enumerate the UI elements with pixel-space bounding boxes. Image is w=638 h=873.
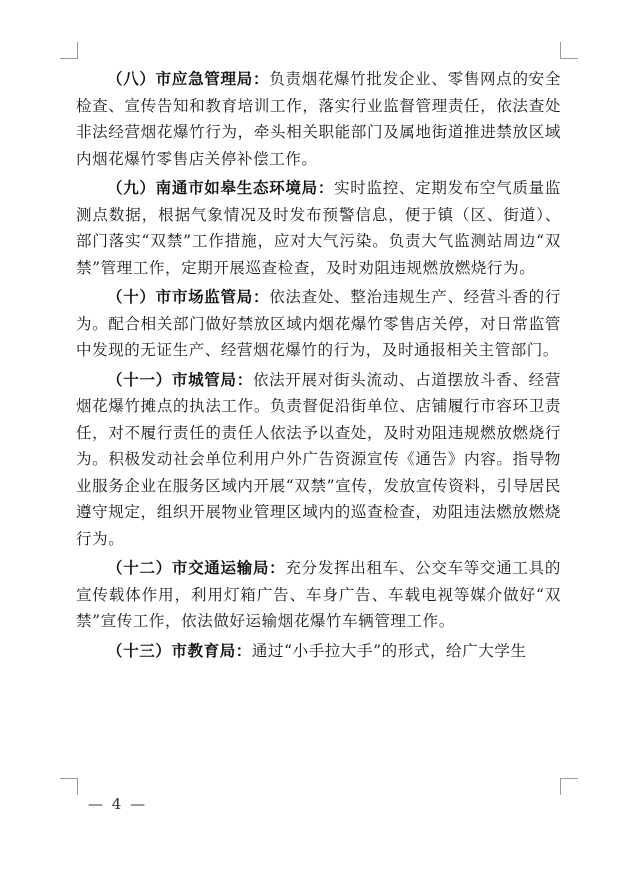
crop-mark-top-left-vertical xyxy=(77,42,78,59)
document-body xyxy=(76,66,561,667)
paragraph-transportation xyxy=(76,555,561,635)
paragraph-education xyxy=(76,638,561,665)
paragraph-heading: （九）南通市如皋生态环境局： xyxy=(107,179,335,197)
paragraph-ecology-environment xyxy=(76,175,561,281)
crop-mark-top-right-horizontal xyxy=(560,58,578,59)
page-number: — 4 — xyxy=(88,795,148,813)
paragraph-heading: （十一）市城管局： xyxy=(107,370,253,389)
crop-mark-bottom-left-horizontal xyxy=(60,778,78,779)
paragraph-emergency-management xyxy=(76,66,561,172)
paragraph-heading: （十二）市交通运输局： xyxy=(107,559,286,577)
crop-mark-top-left-horizontal xyxy=(60,58,78,59)
crop-mark-top-right-vertical xyxy=(560,42,561,59)
paragraph-text: 实时监控、定期发布空气质量监测点数据，根据气象情况及时发布预警信息，便于镇（区、街道）、部门落实“双禁”工作措施，应对大气污染。负责大气监测站周边“双禁”管理工作，定期开展巡查检查，及时劝阻违规燃放燃烧行为。 xyxy=(76,179,561,277)
paragraph-heading: （十三）市教育局： xyxy=(107,641,252,660)
crop-mark-bottom-right-horizontal xyxy=(560,778,578,779)
paragraph-heading: （十）市市场监管局： xyxy=(107,288,270,306)
paragraph-market-supervision xyxy=(76,284,561,364)
paragraph-text: 依法开展对街头流动、占道摆放斗香、经营烟花爆竹摊点的执法工作。负责督促沿街单位、店铺履行市容环卫责任，对不履行责任的责任人依法予以查处，及时劝阻违规燃放燃烧行为。积极发动社会单位利用户外广告资源宣传《通告》内容。指导物业服务企业在服务区域内开展“双禁”宣传，发放宣传资料，引导居民遵守规定，组织开展物业管理区域内的巡查检查，劝阻违法燃放燃烧行为。 xyxy=(76,370,561,548)
paragraph-text: 充分发挥出租车、公交车等交通工具的宣传载体作用，利用灯箱广告、车身广告、车载电视等媒介做好“双禁”宣传工作，依法做好运输烟花爆竹车辆管理工作。 xyxy=(76,559,561,630)
paragraph-urban-management xyxy=(76,367,561,553)
crop-mark-bottom-right-vertical xyxy=(560,778,561,795)
paragraph-text: 负责烟花爆竹批发企业、零售网点的安全检查、宣传告知和教育培训工作，落实行业监督管理责任，依法查处非法经营烟花爆竹行为，牵头相关职能部门及属地街道推进禁放区域内烟花爆竹零售店关停补偿工作。 xyxy=(76,70,561,168)
paragraph-text: 通过“小手拉大手”的形式，给广大学生 xyxy=(251,641,527,660)
paragraph-heading: （八）市应急管理局： xyxy=(107,70,270,88)
paragraph-text: 依法查处、整治违规生产、经营斗香的行为。配合相关部门做好禁放区域内烟花爆竹零售店关停，对日常监管中发现的无证生产、经营烟花爆竹的行为，及时通报相关主管部门。 xyxy=(76,288,561,359)
crop-mark-bottom-left-vertical xyxy=(77,778,78,795)
